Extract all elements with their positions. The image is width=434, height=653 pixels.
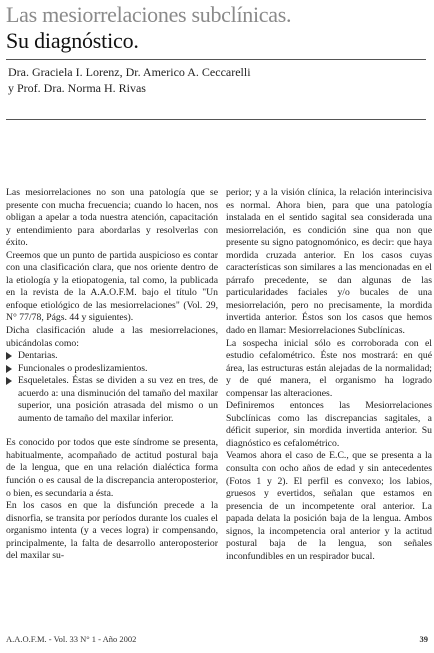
paragraph: Las mesiorrelaciones no son una patología que se presente con mucha frecuencia; cuando lo hacen, nos obligan a apelar a toda nuestra atención, capacitación y entendimiento para abordarlas y resolverlas con éxito. (6, 187, 218, 249)
arrow-bullet-icon (6, 377, 12, 385)
header-rule-bottom (6, 119, 426, 120)
classification-list (6, 350, 218, 425)
paragraph: perior; y a la visión clínica, la relación interincisiva es normal. Ahora bien, para que una patología instalada en el sentido sagital sea considerada una mesiorrelación, es condición sine qua non que presente su signo patognomónico, es decir: que haya mordida cruzada anterior. En los casos cuyas características son similares a las mencionadas en el párrafo precedente, se dan algunas de las particularidades faciales y/o bucales de una mesiorrelación, pero no precisamente, la mordida invertida anterior. Éstos son los casos que hemos dado en llamar: Mesiorrelaciones Subclínicas. (226, 187, 432, 337)
paragraph: En los casos en que la disfunción precede a la disnorfia, se transita por períodos durante los cuales el organismo intenta (y a veces logra) ir compensando, principalmente, la falta de desarrollo anteroposterior del maxilar su- (6, 500, 218, 562)
paragraph: Definiremos entonces las Mesiorrelaciones Subclínicas como las discrepancias sagitales, a déficit superior, sin mordida invertida anterior. Su diagnóstico es cefalométrico. (226, 400, 432, 449)
authors-line-2: y Prof. Dra. Norma H. Rivas (8, 81, 146, 95)
paragraph: Es conocido por todos que este síndrome se presenta, habitualmente, acompañado de actitud postural baja de la lengua, que en una relación dialéctica forma función o es causal de la discrepancia anteroposterior, o bien, es secundaria a ésta. (6, 437, 218, 499)
arrow-bullet-icon (6, 352, 12, 360)
page-number: 39 (419, 634, 428, 644)
list-item-text: Esqueletales. Éstas se dividen a su vez en tres, de acuerdo a: una disminución del tamaño del maxilar superior, una posición atrasada del mismo o un aumento de tamaño del maxilar inferior. (18, 375, 218, 424)
header-rule-top (6, 59, 426, 60)
title-line-2: Su diagnóstico. (6, 28, 139, 53)
journal-citation: A.A.O.F.M. - Vol. 33 N° 1 - Año 2002 (6, 634, 137, 644)
list-item-text: Dentarias. (18, 350, 58, 362)
left-column (6, 187, 218, 563)
right-column (226, 187, 432, 563)
paragraph: Dicha clasificación alude a las mesiorrelaciones, ubicándolas como: (6, 325, 218, 349)
paragraph: Creemos que un punto de partida auspicioso es contar con una clasificación clara, que nos oriente dentro de la etiología y la etiopatogenia, tal como, la publicada en la revista de la A.A.O.F.M. bajo el título "Un enfoque etiológico de las mesiorrelaciones" (Vol. 29, N° 77/78, Págs. 44 y siguientes). (6, 249, 218, 324)
list-item-text: Funcionales o prodeslizamientos. (18, 362, 148, 374)
list-item (6, 363, 218, 376)
article-title (6, 2, 291, 54)
title-line-1: Las mesiorrelaciones subclínicas. (6, 2, 292, 27)
paragraph: La sospecha inicial sólo es corroborada con el estudio cefalométrico. Éste nos mostrará: en qué área, las estructuras están alejadas de la normalidad; y de qué manera, el organismo ha logrado compensar las alteraciones. (226, 337, 432, 399)
paragraph: Veamos ahora el caso de E.C., que se presenta a la consulta con ocho años de edad y sin antecedentes (Fotos 1 y 2). El perfil es convexo; los labios, gruesos y evertidos, señalan que estamos en presencia de un incompetente oral anterior. La papada delata la posición baja de la lengua. Ambos signos, la incompetencia oral anterior y la actitud postural baja de la lengua, son señales inconfundibles en un respirador bucal. (226, 450, 432, 562)
list-item (6, 350, 218, 363)
authors-block (8, 64, 424, 96)
arrow-bullet-icon (6, 365, 12, 373)
list-item (6, 375, 218, 425)
authors-line-1: Dra. Graciela I. Lorenz, Dr. Americo A. Ceccarelli (8, 65, 251, 79)
